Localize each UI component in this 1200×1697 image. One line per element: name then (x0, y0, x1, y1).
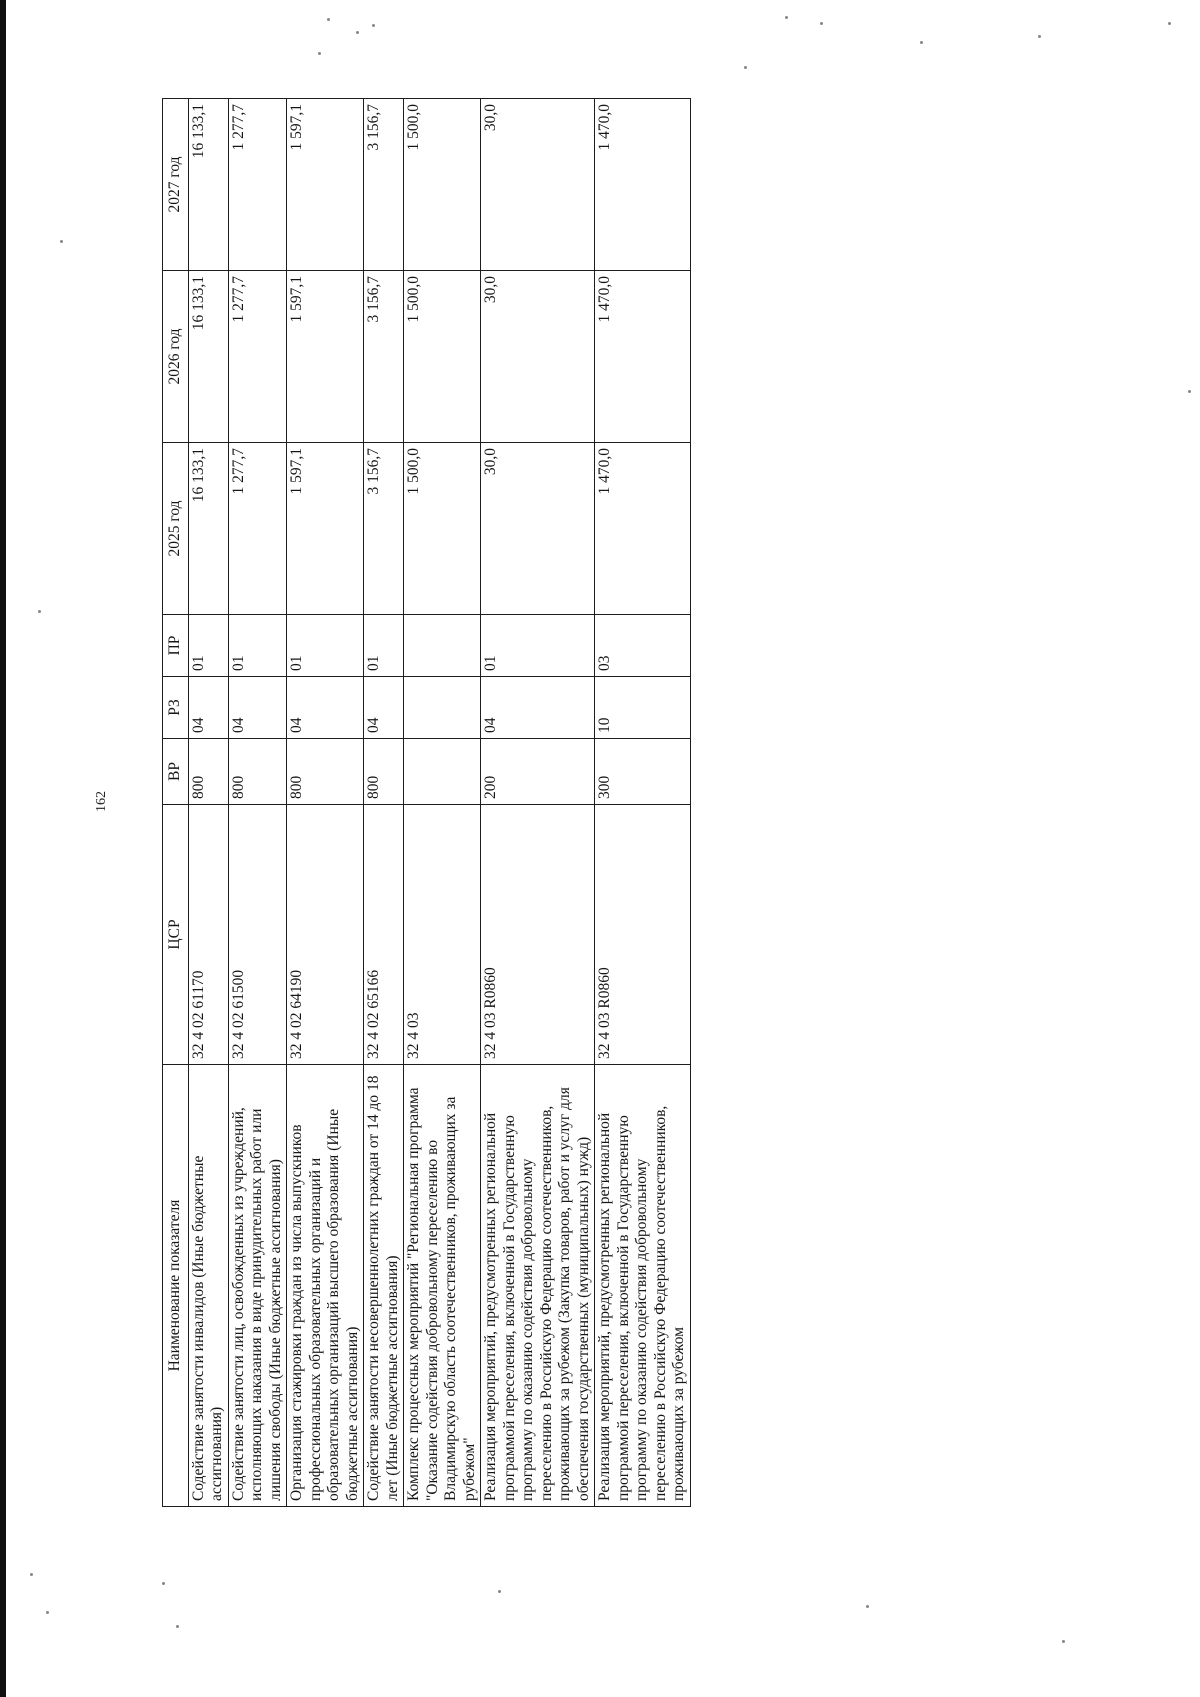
table-row (287, 99, 364, 1507)
cell-vr: 200 (481, 739, 595, 805)
scan-speck (327, 18, 330, 21)
scan-edge-bar (0, 0, 6, 1697)
cell-2027: 1 277,7 (228, 99, 287, 271)
cell-2027: 1 597,1 (287, 99, 364, 271)
scan-speck (372, 24, 375, 27)
scan-speck (356, 31, 359, 34)
scan-speck (176, 1625, 179, 1628)
scan-speck (162, 1582, 165, 1585)
scan-speck (1188, 390, 1191, 393)
table-row (481, 99, 595, 1507)
cell-csr: 32 4 02 61500 (228, 805, 287, 1065)
cell-2027: 16 133,1 (188, 99, 228, 271)
cell-vr: 800 (228, 739, 287, 805)
cell-2027: 3 156,7 (364, 99, 404, 271)
header-2027: 2027 год (163, 99, 189, 271)
cell-2026: 3 156,7 (364, 271, 404, 443)
header-rz: РЗ (163, 677, 189, 739)
cell-2026: 16 133,1 (188, 271, 228, 443)
scan-speck (820, 22, 823, 25)
scan-speck (498, 1590, 501, 1593)
cell-pr: 01 (481, 615, 595, 677)
cell-csr: 32 4 03 (404, 805, 481, 1065)
cell-rz: 04 (287, 677, 364, 739)
cell-csr: 32 4 02 61170 (188, 805, 228, 1065)
cell-vr (404, 739, 481, 805)
scan-speck (60, 240, 63, 243)
cell-2027: 1 500,0 (404, 99, 481, 271)
cell-pr: 01 (228, 615, 287, 677)
table-row (404, 99, 481, 1507)
cell-name: Содействие занятости инвалидов (Иные бюджетные ассигнования) (188, 1065, 228, 1507)
cell-csr: 32 4 02 64190 (287, 805, 364, 1065)
cell-2026: 30,0 (481, 271, 595, 443)
cell-pr: 01 (188, 615, 228, 677)
header-name: Наименование показателя (163, 1065, 189, 1507)
scan-speck (920, 41, 923, 44)
table-row (364, 99, 404, 1507)
cell-name: Реализация мероприятий, предусмотренных региональной программой переселения, включенной в Государственную программу по оказанию содействия добровольному переселению в Российскую Федерацию соотечественников, проживающих за рубежом (Закупка товаров, работ и услуг для обеспечения государственных (муниципальных) нужд) (481, 1065, 595, 1507)
header-row (163, 99, 189, 1507)
cell-rz: 04 (481, 677, 595, 739)
rotated-page-content (162, 101, 691, 1507)
cell-2025: 30,0 (481, 443, 595, 615)
cell-2026: 1 597,1 (287, 271, 364, 443)
cell-name: Комплекс процессных мероприятий "Региональная программа "Оказание содействия добровольному переселению во Владимирскую область соотечественников, проживающих за рубежом" (404, 1065, 481, 1507)
cell-2026: 1 470,0 (595, 271, 691, 443)
cell-name: Содействие занятости несовершеннолетних граждан от 14 до 18 лет (Иные бюджетные ассигнования) (364, 1065, 404, 1507)
cell-vr: 800 (287, 739, 364, 805)
scan-speck (785, 16, 788, 19)
scan-speck (38, 610, 41, 613)
scan-speck (744, 66, 747, 69)
cell-pr: 01 (287, 615, 364, 677)
cell-2025: 16 133,1 (188, 443, 228, 615)
cell-2025: 1 470,0 (595, 443, 691, 615)
cell-2025: 1 500,0 (404, 443, 481, 615)
cell-csr: 32 4 03 R0860 (481, 805, 595, 1065)
scan-speck (866, 1605, 869, 1608)
scan-speck (30, 1573, 33, 1576)
cell-name: Реализация мероприятий, предусмотренных региональной программой переселения, включенной в Государственную программу по оказанию содействия добровольному переселению в Российскую Федерацию соотечественников, проживающих за рубежом (595, 1065, 691, 1507)
scan-speck (318, 52, 321, 55)
cell-pr: 01 (364, 615, 404, 677)
table-row (188, 99, 228, 1507)
cell-2026: 1 277,7 (228, 271, 287, 443)
cell-csr: 32 4 03 R0860 (595, 805, 691, 1065)
table-row (595, 99, 691, 1507)
scan-speck (1038, 35, 1041, 38)
cell-vr: 800 (364, 739, 404, 805)
header-csr: ЦСР (163, 805, 189, 1065)
cell-name: Организация стажировки граждан из числа выпускников профессиональных образовательных организаций и образовательных организаций высшего образования (Иные бюджетные ассигнования) (287, 1065, 364, 1507)
cell-rz (404, 677, 481, 739)
page-number: 162 (94, 791, 109, 812)
cell-csr: 32 4 02 65166 (364, 805, 404, 1065)
cell-2025: 1 597,1 (287, 443, 364, 615)
header-2026: 2026 год (163, 271, 189, 443)
table-row (228, 99, 287, 1507)
cell-rz: 10 (595, 677, 691, 739)
scan-speck (1168, 22, 1171, 25)
cell-rz: 04 (228, 677, 287, 739)
cell-pr (404, 615, 481, 677)
cell-name: Содействие занятости лиц, освобожденных из учреждений, исполняющих наказания в виде принудительных работ или лишения свободы (Иные бюджетные ассигнования) (228, 1065, 287, 1507)
cell-pr: 03 (595, 615, 691, 677)
cell-2026: 1 500,0 (404, 271, 481, 443)
cell-vr: 800 (188, 739, 228, 805)
header-pr: ПР (163, 615, 189, 677)
scan-speck (1062, 1640, 1065, 1643)
cell-2027: 30,0 (481, 99, 595, 271)
cell-2025: 1 277,7 (228, 443, 287, 615)
scan-speck (46, 1611, 49, 1614)
cell-2025: 3 156,7 (364, 443, 404, 615)
cell-2027: 1 470,0 (595, 99, 691, 271)
cell-rz: 04 (364, 677, 404, 739)
header-2025: 2025 год (163, 443, 189, 615)
header-vr: ВР (163, 739, 189, 805)
budget-table (162, 98, 691, 1507)
cell-vr: 300 (595, 739, 691, 805)
cell-rz: 04 (188, 677, 228, 739)
